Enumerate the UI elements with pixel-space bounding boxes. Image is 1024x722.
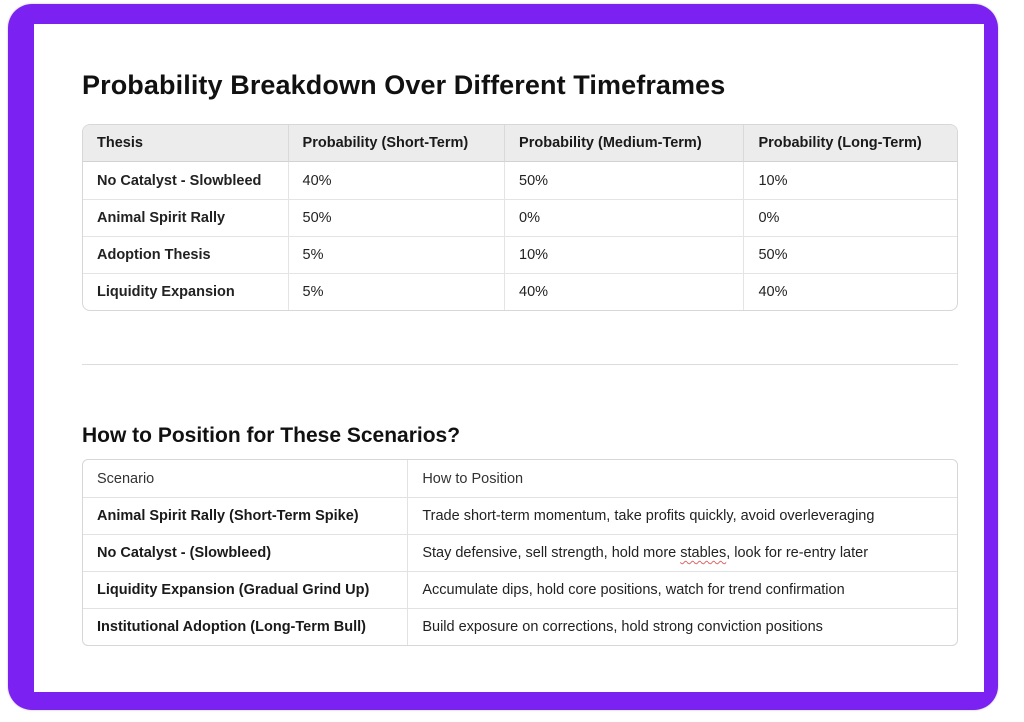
long-term-cell: 50% [744,236,957,273]
position-cell: Build exposure on corrections, hold strong conviction positions [408,608,957,645]
short-term-cell: 50% [289,199,506,236]
purple-frame [8,4,998,710]
position-text-part: , look for re-entry later [726,545,869,561]
table-header-row [83,460,957,497]
thesis-cell: Liquidity Expansion [83,273,289,310]
probability-section-title: Probability Breakdown Over Different Timeframes [82,70,726,100]
header-medium-term: Probability (Medium-Term) [505,125,744,162]
positioning-section-title: How to Position for These Scenarios? [82,424,461,447]
medium-term-cell: 40% [505,273,744,310]
scenario-cell: Animal Spirit Rally (Short-Term Spike) [83,497,408,534]
position-cell [408,534,957,571]
scenario-cell: No Catalyst - (Slowbleed) [83,534,408,571]
scenario-cell: Liquidity Expansion (Gradual Grind Up) [83,571,408,608]
table-row [83,236,957,273]
header-scenario: Scenario [83,460,408,497]
short-term-cell: 5% [289,236,506,273]
document-card [34,24,984,692]
section-divider [82,364,958,365]
table-row [83,497,957,534]
thesis-cell: Animal Spirit Rally [83,199,289,236]
header-how-to-position: How to Position [422,470,524,487]
table-row [83,199,957,236]
short-term-cell: 40% [289,162,506,199]
position-cell: Trade short-term momentum, take profits quickly, avoid overleveraging [408,497,957,534]
table-row [83,608,957,645]
table-row [83,273,957,310]
table-header-row [83,125,957,162]
medium-term-cell: 50% [505,162,744,199]
medium-term-cell: 0% [505,199,744,236]
long-term-cell: 40% [744,273,957,310]
thesis-cell: No Catalyst - Slowbleed [83,162,289,199]
thesis-cell: Adoption Thesis [83,236,289,273]
header-thesis: Thesis [83,125,289,162]
header-short-term: Probability (Short-Term) [289,125,506,162]
scenario-cell: Institutional Adoption (Long-Term Bull) [83,608,408,645]
positioning-table [82,459,958,646]
long-term-cell: 0% [744,199,957,236]
position-text-part: Stay defensive, sell strength, hold more [422,545,681,561]
probability-table [82,124,958,311]
table-row [83,534,957,571]
spellcheck-word: stables [680,545,727,561]
table-row [83,571,957,608]
medium-term-cell: 10% [505,236,744,273]
short-term-cell: 5% [289,273,506,310]
long-term-cell: 10% [758,172,788,189]
header-long-term: Probability (Long-Term) [744,125,957,162]
table-row [83,162,957,199]
position-cell: Accumulate dips, hold core positions, watch for trend confirmation [408,571,957,608]
